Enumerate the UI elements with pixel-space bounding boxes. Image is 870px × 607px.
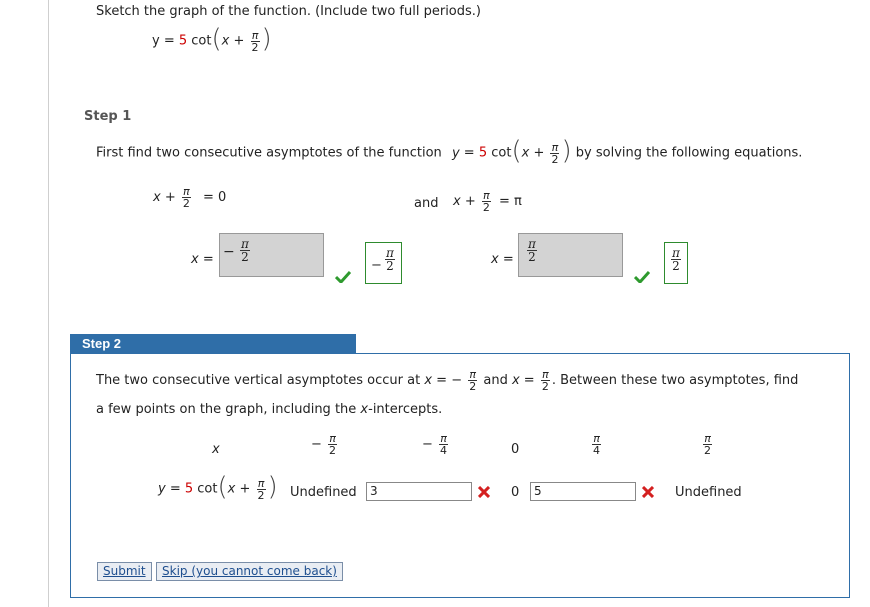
equation-coefficient: 5 — [178, 33, 188, 49]
y-input-pi-4[interactable]: 5 — [530, 482, 636, 501]
correct-check-icon — [335, 271, 351, 283]
table-y-value: 0 — [511, 485, 520, 500]
step1-intro: First find two consecutive asymptotes of the function y = 5 cot(x + $\frac{\pi}{2}$ ) by solving the following equations. — [96, 136, 803, 166]
wrong-x-icon — [478, 486, 490, 498]
table-y-label: y = 5 cot(x + $\frac{\pi}{2}$ ) — [158, 472, 278, 502]
table-y-value: Undefined — [290, 485, 357, 500]
table-y-value: Undefined — [675, 485, 742, 500]
correct-check-icon — [634, 271, 650, 283]
answer2-label: x = — [491, 252, 514, 267]
answer1-input[interactable]: − $\frac{\pi}{2}$ — [219, 233, 324, 277]
left-margin-line — [48, 0, 49, 607]
table-x-value: $\frac{\pi}{2}$ — [704, 432, 711, 457]
table-x-value: − $\frac{\pi}{2}$ — [311, 432, 337, 457]
and-label: and — [414, 196, 439, 211]
skip-button[interactable]: Skip (you cannot come back) — [156, 562, 343, 581]
answer2-correct-display: $\frac{\pi}{2}$ — [664, 242, 688, 284]
step1-equation-1: x + $\frac{\pi}{2}$ = 0 — [153, 185, 227, 210]
table-x-value: 0 — [511, 442, 520, 457]
answer2-input[interactable]: $\frac{\pi}{2}$ — [518, 233, 623, 277]
problem-equation: y = 5 cot(x + $\frac{\pi}{2}$ ) — [152, 24, 272, 54]
step2-text-line1: The two consecutive vertical asymptotes occur at x = − $\frac{\pi}{2}$ and x = $\frac{\pi}{2}$ . Between these two asymptotes, find — [96, 368, 799, 393]
wrong-x-icon — [642, 486, 654, 498]
step2-text-line2: a few points on the graph, including the x-intercepts. — [96, 402, 443, 417]
step2-tab: Step 2 — [70, 334, 356, 354]
answer1-correct-display: − $\frac{\pi}{2}$ — [365, 242, 402, 284]
step1-label: Step 1 — [84, 109, 132, 124]
table-x-value: − $\frac{\pi}{4}$ — [422, 432, 448, 457]
table-x-value: $\frac{\pi}{4}$ — [593, 432, 600, 457]
y-input-neg-pi-4[interactable]: 3 — [366, 482, 472, 501]
problem-instruction: Sketch the graph of the function. (Include two full periods.) — [96, 4, 481, 19]
submit-button[interactable]: Submit — [97, 562, 152, 581]
table-x-header: x — [212, 442, 220, 457]
step1-equation-2: x + $\frac{\pi}{2}$ = π — [453, 189, 522, 214]
equation-fraction: $\frac{\pi}{2}$ — [251, 28, 259, 54]
answer1-label: x = — [191, 252, 214, 267]
